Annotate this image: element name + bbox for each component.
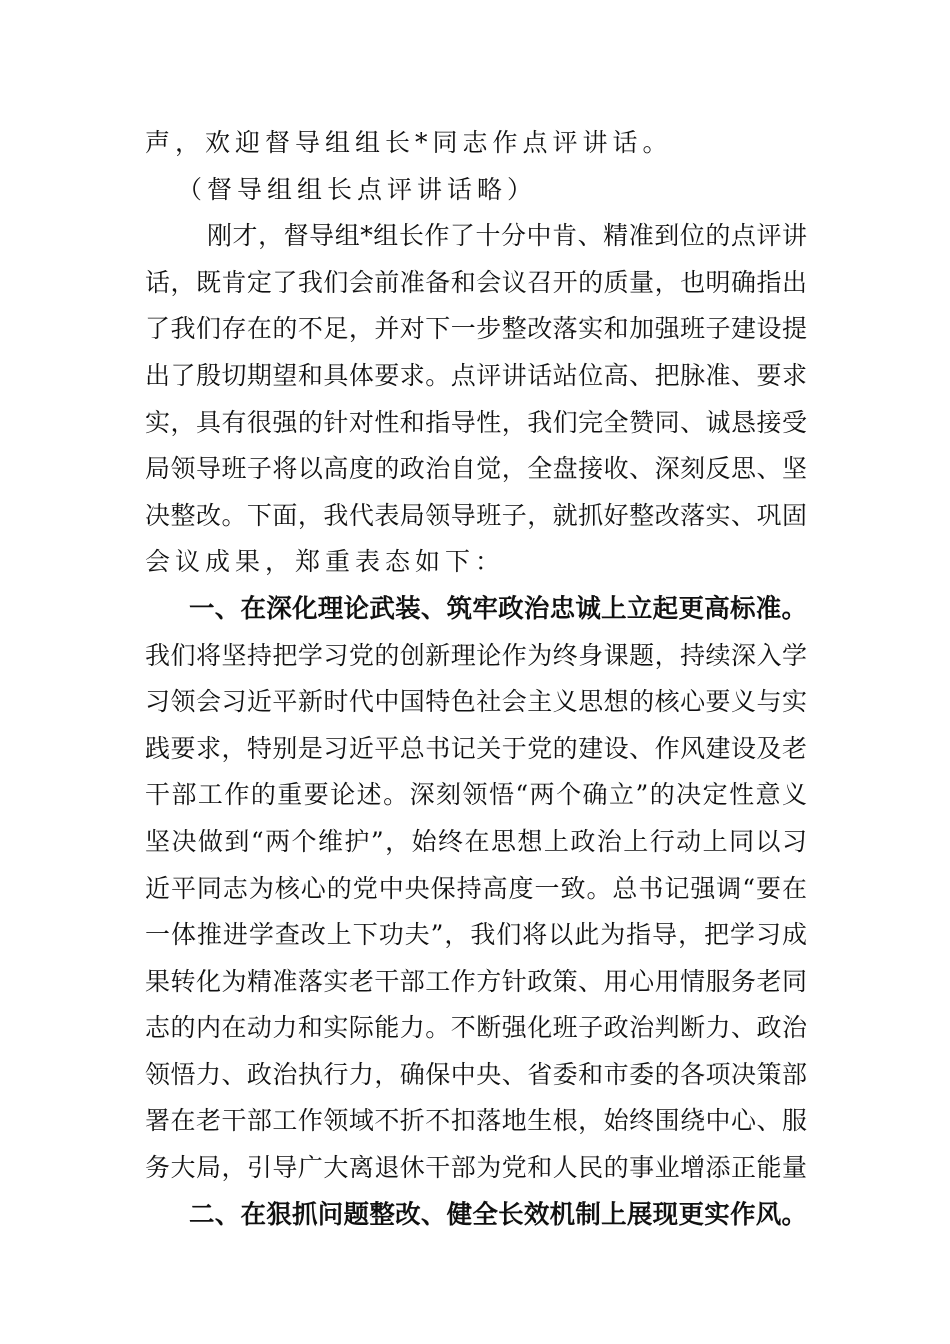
text-line: 志的内在动力和实际能力。不断强化班子政治判断力、政治 [145,1013,807,1043]
section-heading: 一、在深化理论武装、筑牢政治忠诚上立起更高标准。 [189,593,807,624]
document-page [145,120,807,1238]
text-line: 了我们存在的不足，并对下一步整改落实和加强班子建设提 [145,314,807,344]
text-line: 局领导班子将以高度的政治自觉，全盘接收、深刻反思、坚 [145,454,807,484]
text-line: 署在老干部工作领域不折不扣落地生根，始终围绕中心、服 [145,1106,807,1136]
text-line: 声，欢迎督导组组长*同志作点评讲话。 [145,128,673,157]
text-line: 会议成果，郑重表态如下： [145,547,506,577]
text-line: 干部工作的重要论述。深刻领悟“两个确立”的决定性意义 [145,780,807,810]
text-line: 务大局，引导广大离退休干部为党和人民的事业增添正能量 [145,1153,807,1183]
text-line: 习领会习近平新时代中国特色社会主义思想的核心要义与实 [145,687,807,717]
text-line: 坚决做到“两个维护”，始终在思想上政治上行动上同以习 [145,826,807,856]
text-line: 践要求，特别是习近平总书记关于党的建设、作风建设及老 [145,733,807,763]
text-line: 果转化为精准落实老干部工作方针政策、用心用情服务老同 [145,966,807,996]
text-line: 决整改。下面，我代表局领导班子，就抓好整改落实、巩固 [145,500,807,530]
text-line: 刚才，督导组*组长作了十分中肯、精准到位的点评讲 [207,221,807,251]
text-line: 近平同志为核心的党中央保持高度一致。总书记强调“要在 [145,873,807,903]
section-heading: 二、在狠抓问题整改、健全长效机制上展现更实作风。 [189,1199,807,1230]
text-line: 实，具有很强的针对性和指导性，我们完全赞同、诚恳接受 [145,407,807,437]
text-line: 领悟力、政治执行力，确保中央、省委和市委的各项决策部 [145,1059,807,1089]
text-line: 我们将坚持把学习党的创新理论作为终身课题，持续深入学 [145,640,807,670]
text-line: 出了殷切期望和具体要求。点评讲话站位高、把脉准、要求 [145,360,807,390]
text-line: 一体推进学查改上下功夫”，我们将以此为指导，把学习成 [145,920,807,950]
text-line: 话，既肯定了我们会前准备和会议召开的质量，也明确指出 [145,267,807,297]
text-line: （督导组组长点评讲话略） [177,174,538,204]
